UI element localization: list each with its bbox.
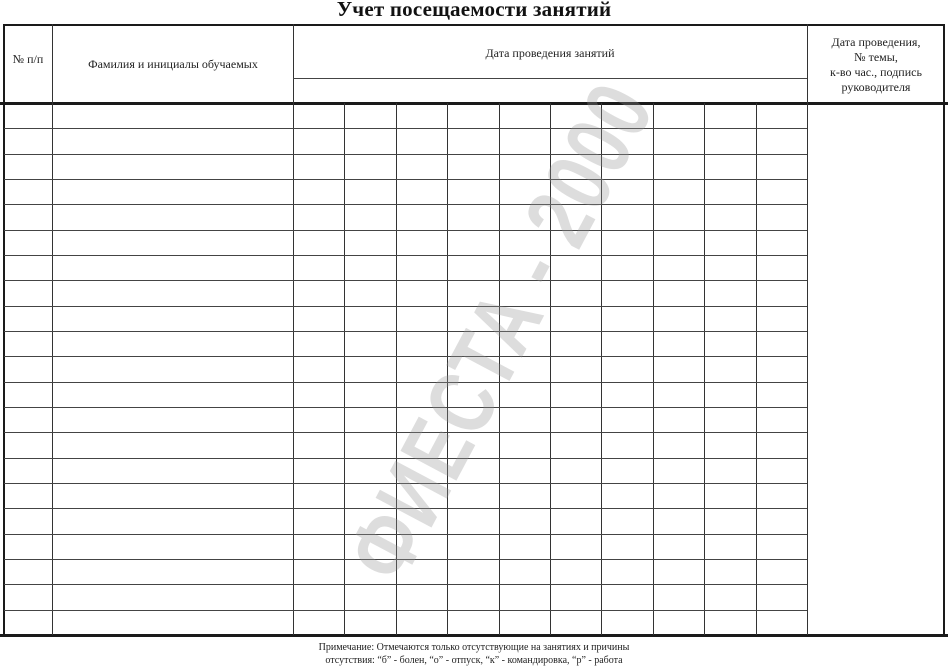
header-date-group-label: Дата проведения занятий: [485, 46, 615, 60]
header-subrow-line: [293, 78, 807, 79]
table-row-line: [4, 407, 807, 408]
date-column-divider: [499, 103, 500, 635]
date-column-divider: [447, 103, 448, 635]
date-column-divider: [704, 103, 705, 635]
table-row-line: [4, 534, 807, 535]
date-column-divider: [653, 103, 654, 635]
header-right-line: к-во час., подпись: [830, 65, 922, 79]
table-left-border: [3, 24, 5, 636]
header-name-label: Фамилия и инициалы обучаемых: [88, 57, 258, 71]
table-row-line: [4, 280, 807, 281]
table-row-line: [4, 331, 807, 332]
header-right-line: № темы,: [854, 50, 898, 64]
footnote: [0, 641, 948, 667]
table-row-line: [4, 356, 807, 357]
header-right-line: руководителя: [841, 80, 911, 94]
column-divider: [52, 24, 53, 635]
header-right-line: Дата проведения,: [831, 35, 921, 49]
header-name: [53, 57, 293, 72]
table-row-line: [4, 230, 807, 231]
date-column-divider: [756, 103, 757, 635]
header-date-group: [294, 46, 806, 61]
table-row-line: [4, 154, 807, 155]
table-row-line: [4, 508, 807, 509]
watermark: ФИЕСТА - 2000: [327, 67, 674, 597]
table-row-line: [4, 458, 807, 459]
date-column-divider: [601, 103, 602, 635]
date-column-divider: [550, 103, 551, 635]
date-column-divider: [396, 103, 397, 635]
table-bottom-border: [0, 634, 948, 637]
table-row-line: [4, 584, 807, 585]
header-bottom-border: [0, 102, 948, 105]
table-row-line: [4, 382, 807, 383]
column-divider: [807, 24, 808, 635]
table-row-line: [4, 204, 807, 205]
table-row-line: [4, 255, 807, 256]
table-right-border: [943, 24, 945, 636]
date-column-divider: [344, 103, 345, 635]
page-title: Учет посещаемости занятий: [336, 0, 612, 21]
footnote-line: Примечание: Отмечаются только отсутствующие на занятиях и причины: [318, 642, 630, 653]
table-row-line: [4, 432, 807, 433]
header-right: [808, 35, 944, 95]
table-row-line: [4, 559, 807, 560]
table-row-line: [4, 483, 807, 484]
table-row-line: [4, 179, 807, 180]
footnote-line: отсутствия: “б” - болен, “о” - отпуск, “к” - командировка, “р” - работа: [325, 655, 623, 666]
table-row-line: [4, 306, 807, 307]
table-row-line: [4, 610, 807, 611]
table-row-line: [4, 128, 807, 129]
column-divider: [293, 24, 294, 635]
header-number-label: № п/п: [12, 52, 44, 66]
header-number: [5, 52, 51, 67]
